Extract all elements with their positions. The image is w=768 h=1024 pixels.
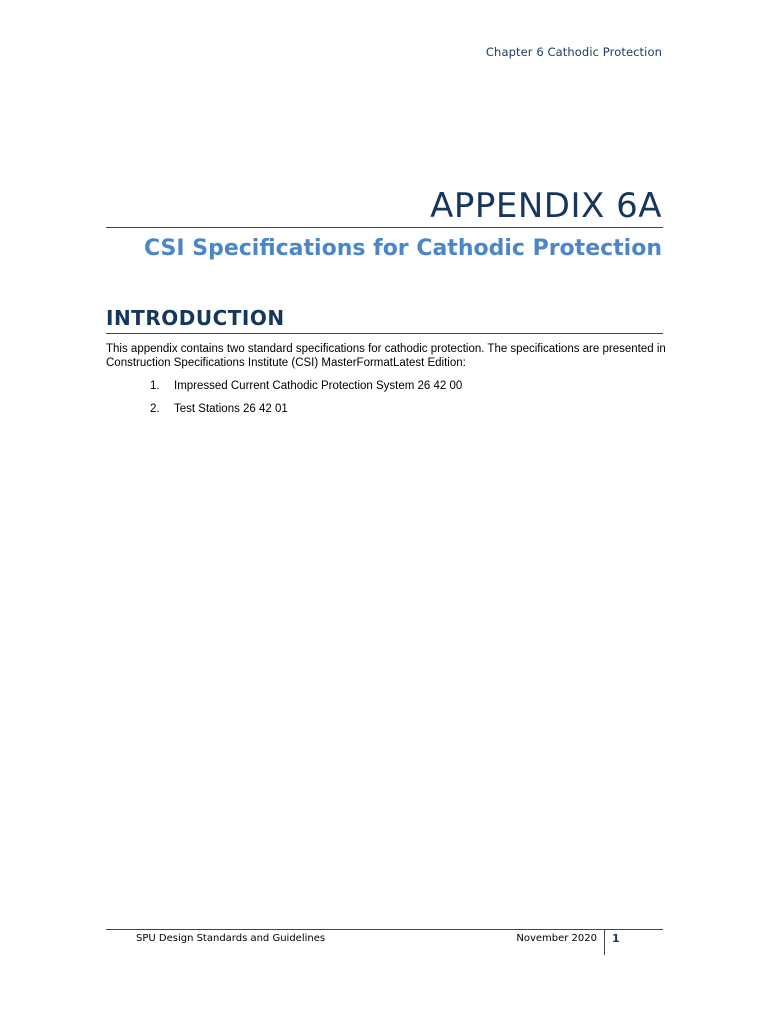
list-item-number: 1. — [150, 380, 160, 392]
page-number: 1 — [612, 932, 620, 945]
appendix-subtitle: CSI Specifications for Cathodic Protection — [144, 236, 662, 261]
footer-date: November 2020 — [516, 933, 597, 944]
list-item-text: Impressed Current Cathodic Protection System 26 42 00 — [174, 380, 463, 392]
footer-rule — [106, 929, 663, 930]
footer-divider — [604, 929, 605, 955]
title-rule — [106, 227, 663, 228]
footer-document-title: SPU Design Standards and Guidelines — [136, 933, 326, 944]
spec-list — [150, 380, 462, 426]
section-rule — [106, 333, 663, 334]
list-item — [150, 380, 462, 403]
list-item — [150, 403, 462, 426]
section-heading: INTRODUCTION — [106, 306, 285, 330]
appendix-title: APPENDIX 6A — [430, 186, 662, 226]
list-item-number: 2. — [150, 403, 160, 415]
intro-paragraph: This appendix contains two standard specifications for cathodic protection. The specifications are presented in Construction Specifications Institute (CSI) MasterFormatLatest Edition: — [106, 343, 666, 369]
list-item-text: Test Stations 26 42 01 — [174, 403, 288, 415]
running-header: Chapter 6 Cathodic Protection — [485, 45, 662, 59]
